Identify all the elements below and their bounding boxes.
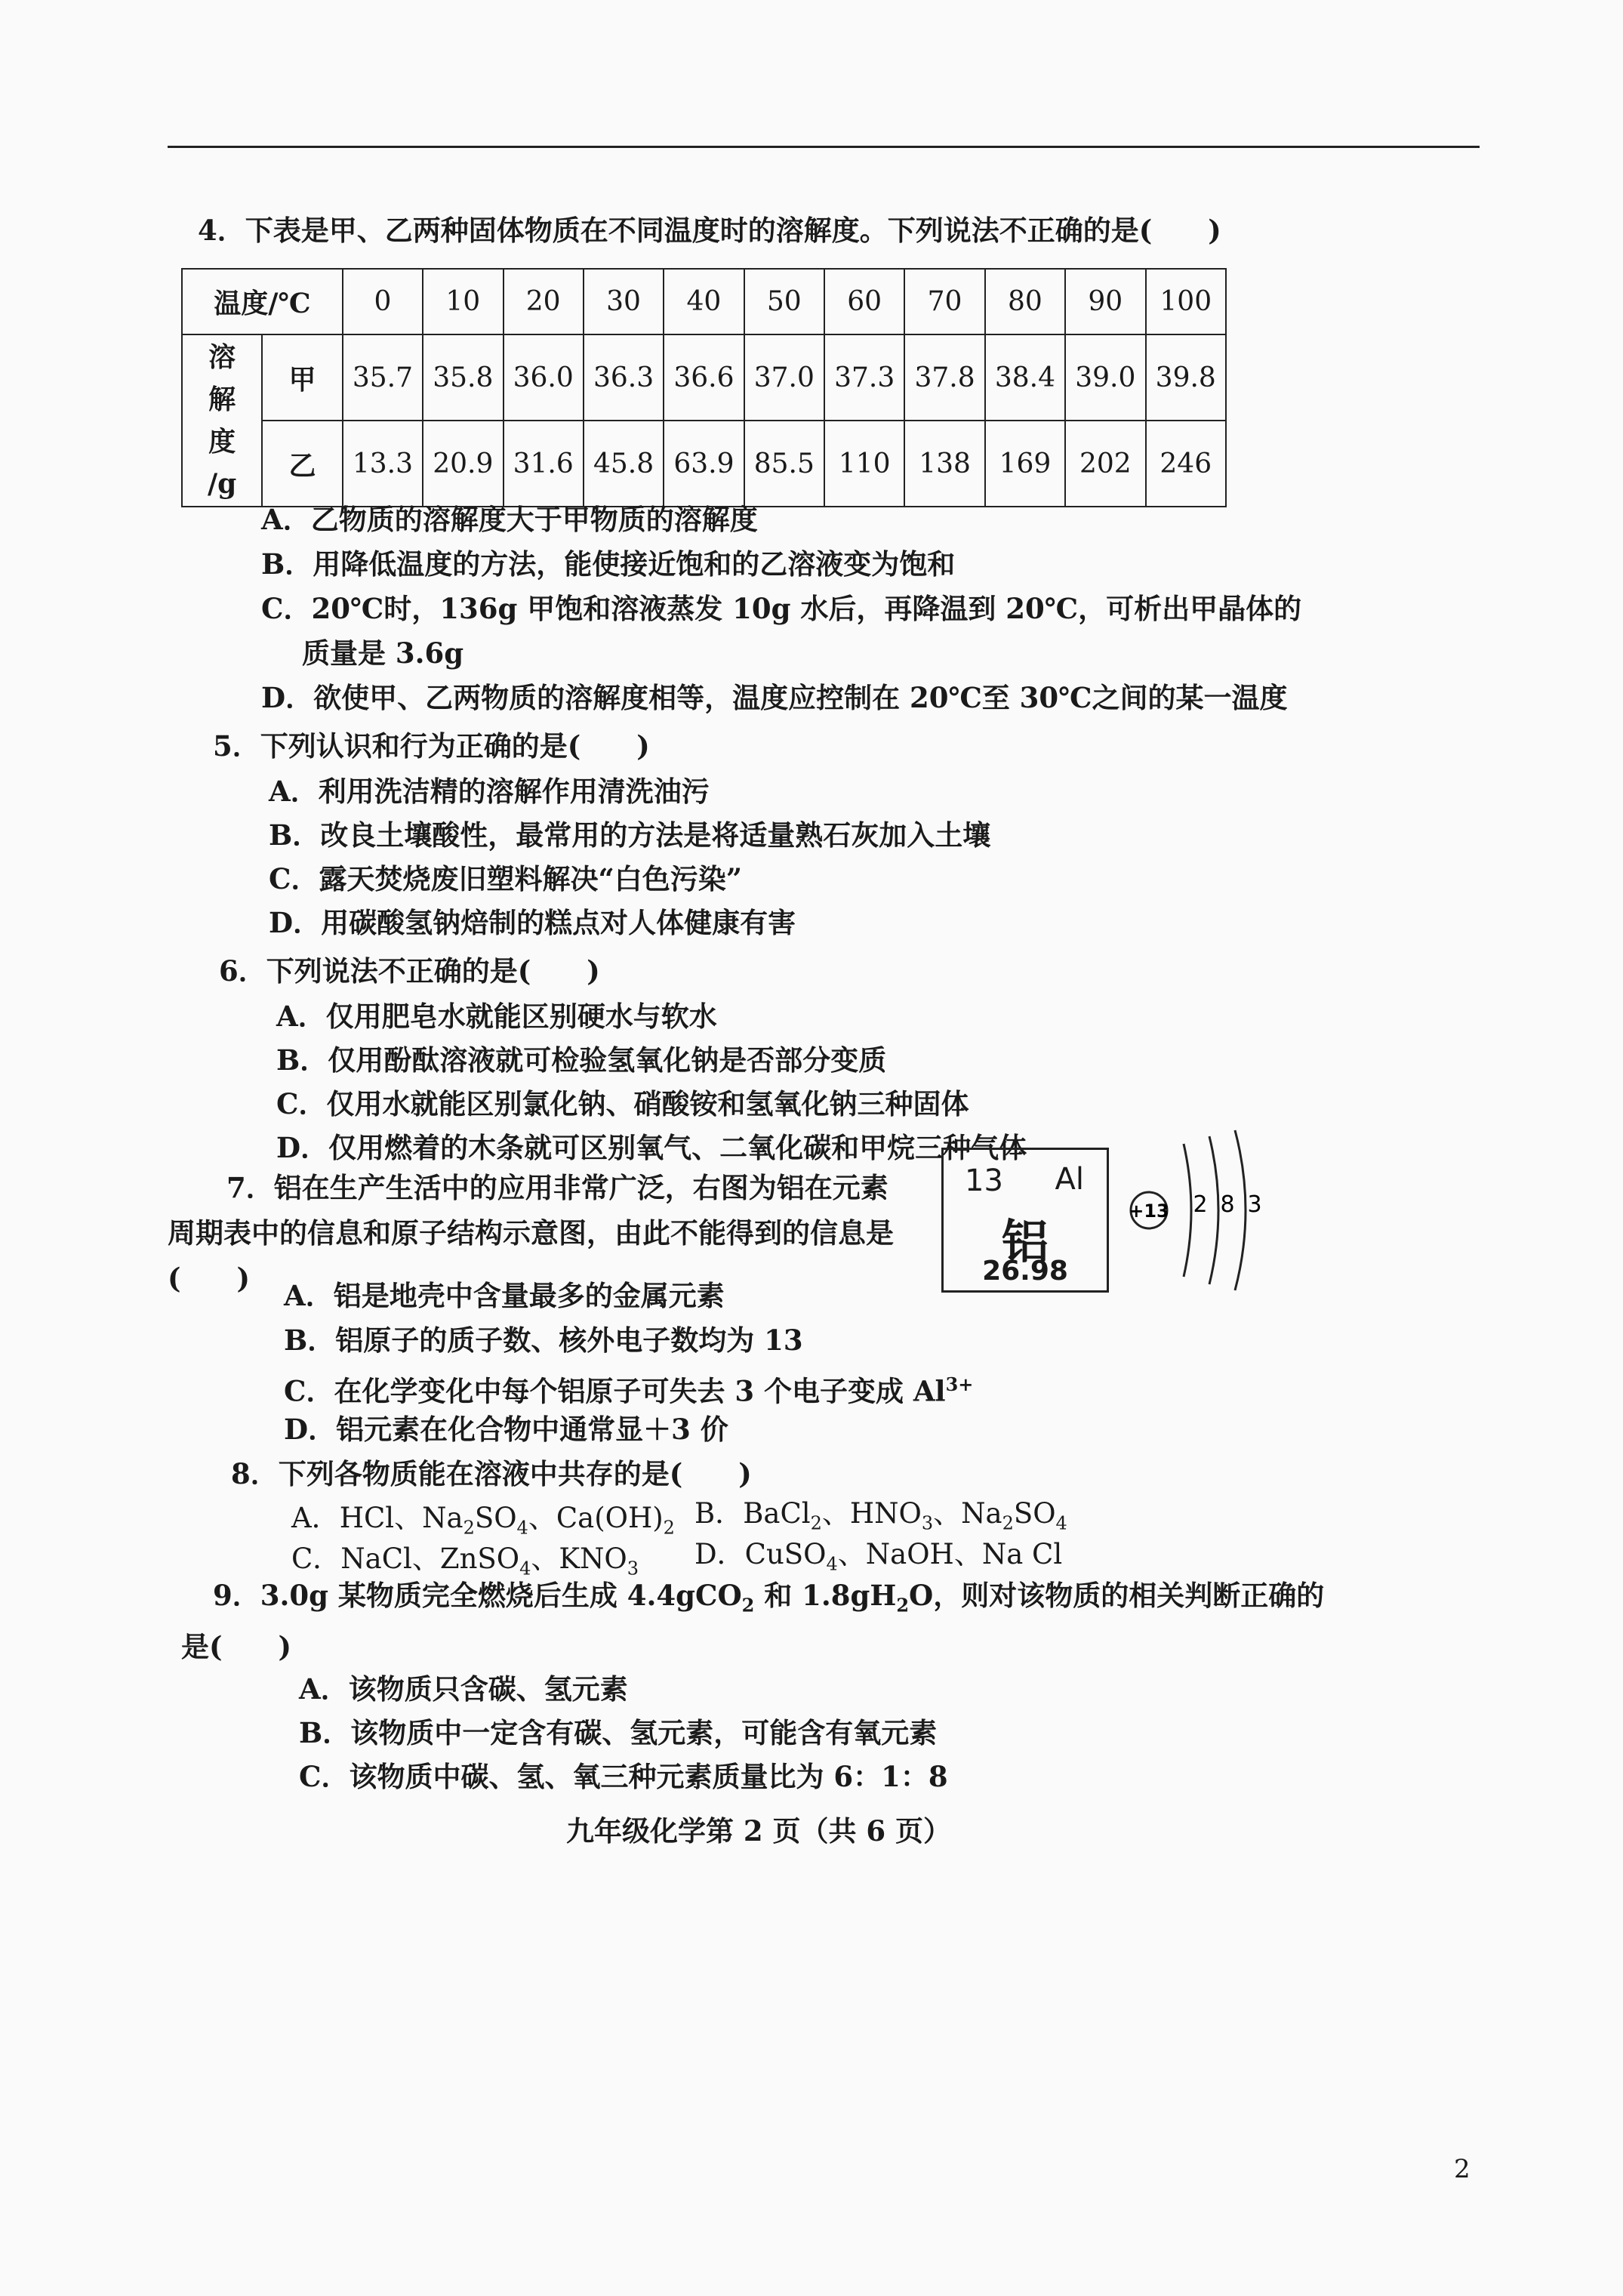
value-cell: 246 [1146,421,1227,507]
q7-stem-line3: ( ) [168,1262,251,1295]
element-tile [941,1148,1109,1293]
q4-option-d: D．欲使甲、乙两物质的溶解度相等，温度应控制在 20℃至 30℃之间的某一温度 [261,681,1288,714]
q4-stem: 4．下表是甲、乙两种固体物质在不同温度时的溶解度。下列说法不正确的是( ) [198,214,1221,247]
q8-b-part: 、HNO [821,1497,922,1530]
q8-b-part: 、Na [933,1497,1002,1530]
temp-header: 温度/℃ [182,269,343,334]
q9-option-b: B．该物质中一定含有碳、氢元素，可能含有氧元素 [299,1716,938,1749]
q9-option-c: C．该物质中碳、氢、氧三种元素质量比为 6：1：8 [299,1760,948,1793]
q9-stem-line2: 是( ) [181,1630,292,1663]
table-row [182,421,1226,507]
shell-2-count: 8 [1220,1191,1235,1218]
temp-cell: 70 [904,269,984,334]
q9-stem-part: O，则对该物质的相关判断正确的 [909,1579,1325,1612]
header-rule [168,146,1480,148]
subscript: 2 [896,1594,910,1616]
table-row [182,334,1226,421]
subscript: 2 [1002,1512,1014,1534]
value-cell: 39.8 [1146,334,1227,421]
q7-option-d: D．铝元素在化合物中通常显＋3 价 [284,1413,728,1446]
atom-structure-diagram [1125,1129,1268,1302]
temp-cell: 10 [423,269,503,334]
q7-option-a: A．铝是地壳中含量最多的金属元素 [284,1279,725,1312]
value-cell: 138 [904,421,984,507]
q6-stem: 6．下列说法不正确的是( ) [219,954,600,988]
value-cell: 63.9 [664,421,744,507]
ion-charge: 3+ [945,1373,974,1395]
subscript: 2 [663,1517,675,1539]
temp-cell: 80 [985,269,1065,334]
row-label-yi: 乙 [262,421,342,507]
solubility-table [181,268,1227,507]
value-cell: 110 [824,421,904,507]
temp-cell: 50 [744,269,824,334]
value-cell: 169 [985,421,1065,507]
subscript: 2 [463,1517,475,1539]
subscript: 4 [826,1553,838,1575]
value-cell: 36.0 [504,334,584,421]
row-label-jia: 甲 [262,334,342,421]
temp-cell: 20 [504,269,584,334]
q6-option-c: C．仅用水就能区别氯化钠、硝酸铵和氢氧化钠三种固体 [276,1087,969,1120]
q4-option-c: C．20℃时，136g 甲饱和溶液蒸发 10g 水后，再降温到 20℃，可析出甲晶体的 [261,592,1302,625]
value-cell: 31.6 [504,421,584,507]
subscript: 4 [1055,1512,1067,1534]
q8-a-part: 、Ca(OH) [528,1502,664,1534]
q6-option-b: B．仅用酚酞溶液就可检验氢氧化钠是否部分变质 [276,1043,887,1077]
subscript: 2 [741,1594,755,1616]
page-number: 2 [1454,2154,1471,2184]
nucleus-charge: +13 [1129,1200,1169,1222]
subscript: 4 [516,1517,528,1539]
q5-stem: 5．下列认识和行为正确的是( ) [213,729,650,763]
temp-cell: 0 [343,269,423,334]
temp-cell: 90 [1065,269,1145,334]
electron-shell-3 [1235,1130,1246,1290]
q7-option-c [284,1367,973,1408]
q5-option-b: B．改良土壤酸性，最常用的方法是将适量熟石灰加入土壤 [269,818,991,852]
shell-3-count: 3 [1247,1191,1262,1218]
value-cell: 13.3 [343,421,423,507]
value-cell: 35.7 [343,334,423,421]
q9-option-a: A．该物质只含碳、氢元素 [299,1672,628,1706]
solubility-label-text: 溶 解 度 /g [208,341,237,500]
q8-stem: 8．下列各物质能在溶液中共存的是( ) [231,1457,752,1490]
subscript: 3 [921,1512,934,1534]
q4-option-a: A．乙物质的溶解度大于甲物质的溶解度 [261,503,758,536]
element-name: 铝 [1001,1214,1049,1269]
value-cell: 37.8 [904,334,984,421]
q7-stem-line1: 7．铝在生产生活中的应用非常广泛，右图为铝在元素 [226,1171,888,1204]
q8-c-part: C．NaCl、ZnSO [291,1542,520,1575]
value-cell: 39.0 [1065,334,1145,421]
subscript: 3 [627,1558,639,1579]
subscript: 2 [810,1512,822,1534]
q5-option-c: C．露天焚烧废旧塑料解决“白色污染” [269,862,743,895]
q9-stem-part: 和 1.8gH [754,1579,897,1612]
q7-option-c-text: C．在化学变化中每个铝原子可失去 3 个电子变成 Al [284,1374,946,1408]
atomic-mass: 26.98 [982,1256,1068,1287]
q8-d-part: 、NaOH、Na Cl [837,1538,1063,1570]
value-cell: 36.6 [664,334,744,421]
value-cell: 202 [1065,421,1145,507]
table-row [182,269,1226,334]
q4-option-b: B．用降低温度的方法，能使接近饱和的乙溶液变为饱和 [261,547,956,581]
page-footer: 九年级化学第 2 页（共 6 页） [566,1814,952,1848]
q9-stem-part: 9．3.0g 某物质完全燃烧后生成 4.4gCO [213,1579,742,1612]
temp-cell: 100 [1146,269,1227,334]
value-cell: 36.3 [584,334,664,421]
q8-d-part: D．CuSO [694,1538,827,1570]
value-cell: 85.5 [744,421,824,507]
q7-option-b: B．铝原子的质子数、核外电子数均为 13 [284,1324,803,1357]
q8-b-part: SO [1013,1497,1056,1530]
value-cell: 37.3 [824,334,904,421]
value-cell: 38.4 [985,334,1065,421]
temp-cell: 40 [664,269,744,334]
subscript: 4 [519,1558,531,1579]
q5-option-d: D．用碳酸氢钠焙制的糕点对人体健康有害 [269,906,796,939]
value-cell: 35.8 [423,334,503,421]
q5-option-a: A．利用洗洁精的溶解作用清洗油污 [269,775,710,808]
q8-a-part: SO [474,1502,517,1534]
q8-option-a [291,1501,675,1545]
electron-shell-2 [1209,1136,1218,1284]
q6-option-a: A．仅用肥皂水就能区别硬水与软水 [276,1000,717,1033]
temp-cell: 30 [584,269,664,334]
q6-option-d: D．仅用燃着的木条就可区别氧气、二氧化碳和甲烷三种气体 [276,1131,1027,1164]
q7-stem-line2: 周期表中的信息和原子结构示意图，由此不能得到的信息是 [168,1216,894,1250]
value-cell: 37.0 [744,334,824,421]
value-cell: 45.8 [584,421,664,507]
q8-a-part: A．HCl、Na [291,1502,463,1534]
electron-shell-1 [1184,1144,1191,1277]
shell-1-count: 2 [1193,1191,1208,1218]
temp-cell: 60 [824,269,904,334]
q8-option-b [694,1496,1067,1540]
q8-option-d [694,1537,1062,1581]
q4-option-c-cont: 质量是 3.6g [302,636,464,670]
solubility-label [182,334,262,507]
q9-stem [213,1578,1324,1623]
element-symbol: Al [1055,1162,1084,1197]
atomic-number: 13 [965,1163,1003,1198]
value-cell: 20.9 [423,421,503,507]
q8-b-part: B．BaCl [694,1497,811,1530]
q8-c-part: 、KNO [531,1542,627,1575]
